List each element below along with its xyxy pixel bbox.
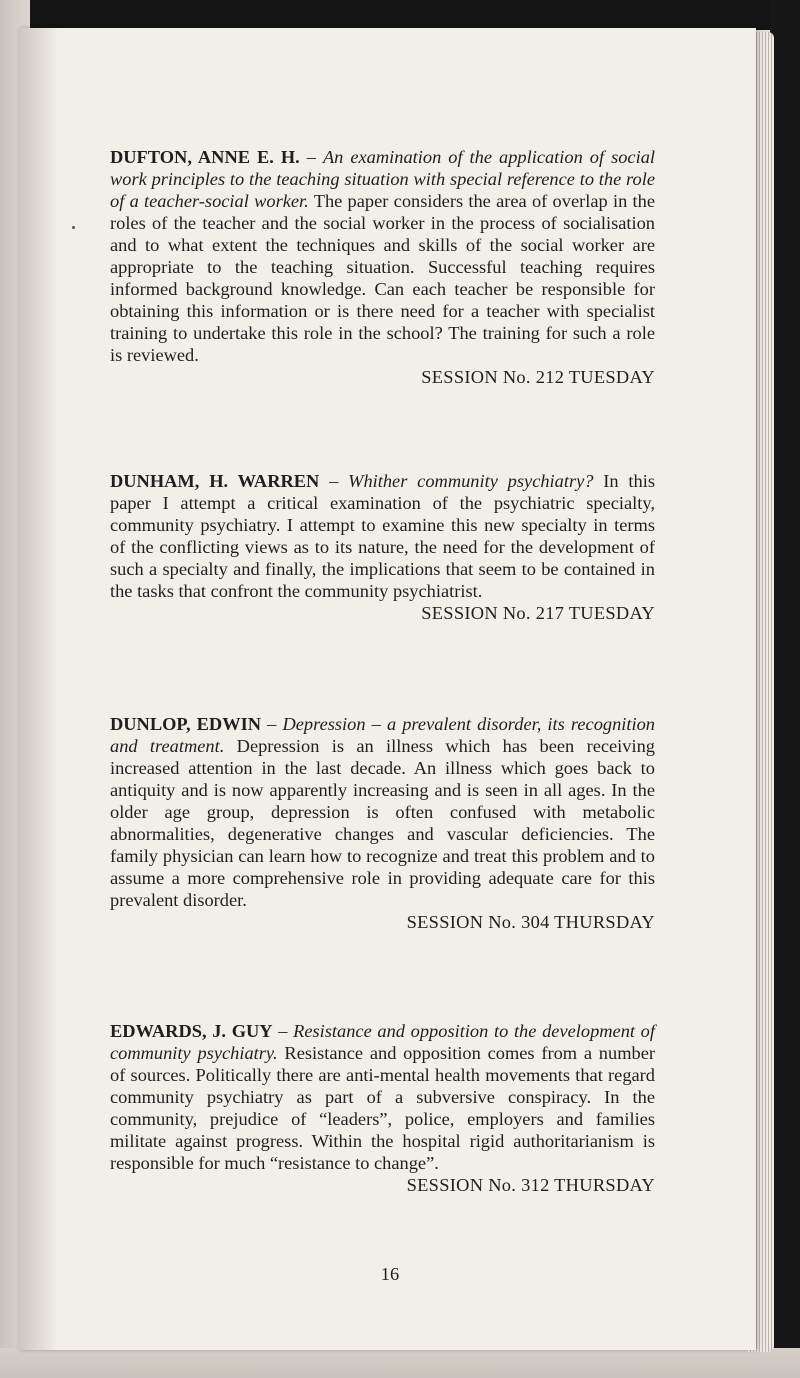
- paper-title: An examination of the application of social work principles to the teaching situation with special reference to the role of a teacher-social worker.: [110, 147, 655, 211]
- abstract-entry: [110, 470, 655, 624]
- author-name: DUNHAM, H. WARREN: [110, 471, 320, 491]
- abstract-body: [110, 146, 655, 366]
- paper-title: Depression – a prevalent disorder, its recognition and treatment.: [110, 714, 656, 756]
- abstract-text: In this paper I attempt a critical examination of the psychiatric specialty, community psychiatry. I attempt to examine this new specialty in terms of the conflicting views as to its nature, the need for the development of such a specialty and finally, the implications that seem to be contained in the tasks that confront the community psychiatrist.: [110, 471, 655, 601]
- abstract-text: Resistance and opposition comes from a number of sources. Politically there are anti-mental health movements that regard community psychiatry as part of a subversive conspiracy. In the community, prejudice of “leaders”, police, employers and families militate against progress. Within the hospital rigid authoritarianism is responsible for much “resistance to change”.: [110, 1043, 655, 1173]
- scan-background-right: [770, 0, 800, 1378]
- session-info: SESSION No. 304 THURSDAY: [406, 912, 655, 932]
- author-name: EDWARDS, J. GUY: [110, 1021, 273, 1041]
- scan-background-top: [0, 0, 800, 30]
- margin-mark: [72, 226, 75, 229]
- abstract-body: [110, 713, 655, 911]
- paper-title: Resistance and opposition to the development of community psychiatry.: [110, 1021, 655, 1063]
- gutter-shadow: [18, 28, 58, 1350]
- dash: –: [319, 471, 349, 491]
- abstract-entry: [110, 1020, 655, 1196]
- abstract-entry: [110, 146, 655, 388]
- abstract-text: Depression is an illness which has been receiving increased attention in the last decade. An illness which goes back to antiquity and is now apparently increasing and is seen in all ages. In the older age group, depression is often confused with metabolic abnormalities, degenerative changes and vascular deficiencies. The family physician can learn how to recognize and treat this problem and to assume a more comprehensive role in providing adequate care for this prevalent disorder.: [110, 736, 655, 910]
- dash: –: [299, 147, 323, 167]
- author-name: DUFTON, ANNE E. H.: [110, 147, 300, 167]
- author-name: DUNLOP, EDWIN: [110, 714, 262, 734]
- dash: –: [272, 1021, 294, 1041]
- page-number: 16: [380, 1264, 400, 1284]
- session-info: SESSION No. 212 TUESDAY: [421, 367, 655, 387]
- abstract-entry: [110, 713, 655, 933]
- session-info: SESSION No. 312 THURSDAY: [406, 1175, 655, 1195]
- abstract-body: [110, 470, 655, 602]
- paper-title: Whither community psychiatry?: [348, 471, 594, 491]
- scan-background-bottom: [0, 1348, 800, 1378]
- abstract-body: [110, 1020, 655, 1174]
- dash: –: [261, 714, 283, 734]
- abstract-text: The paper considers the area of overlap in the roles of the teacher and the social worker in the process of socialisation and to what extent the techniques and skills of the social worker are appropriate to the teaching situation. Successful teaching requires informed background knowledge. Can each teacher be responsible for obtaining this information or is there need for a teacher with specialist training to undertake this role in the school? The training for such a role is reviewed.: [110, 191, 655, 365]
- session-info: SESSION No. 217 TUESDAY: [421, 603, 655, 623]
